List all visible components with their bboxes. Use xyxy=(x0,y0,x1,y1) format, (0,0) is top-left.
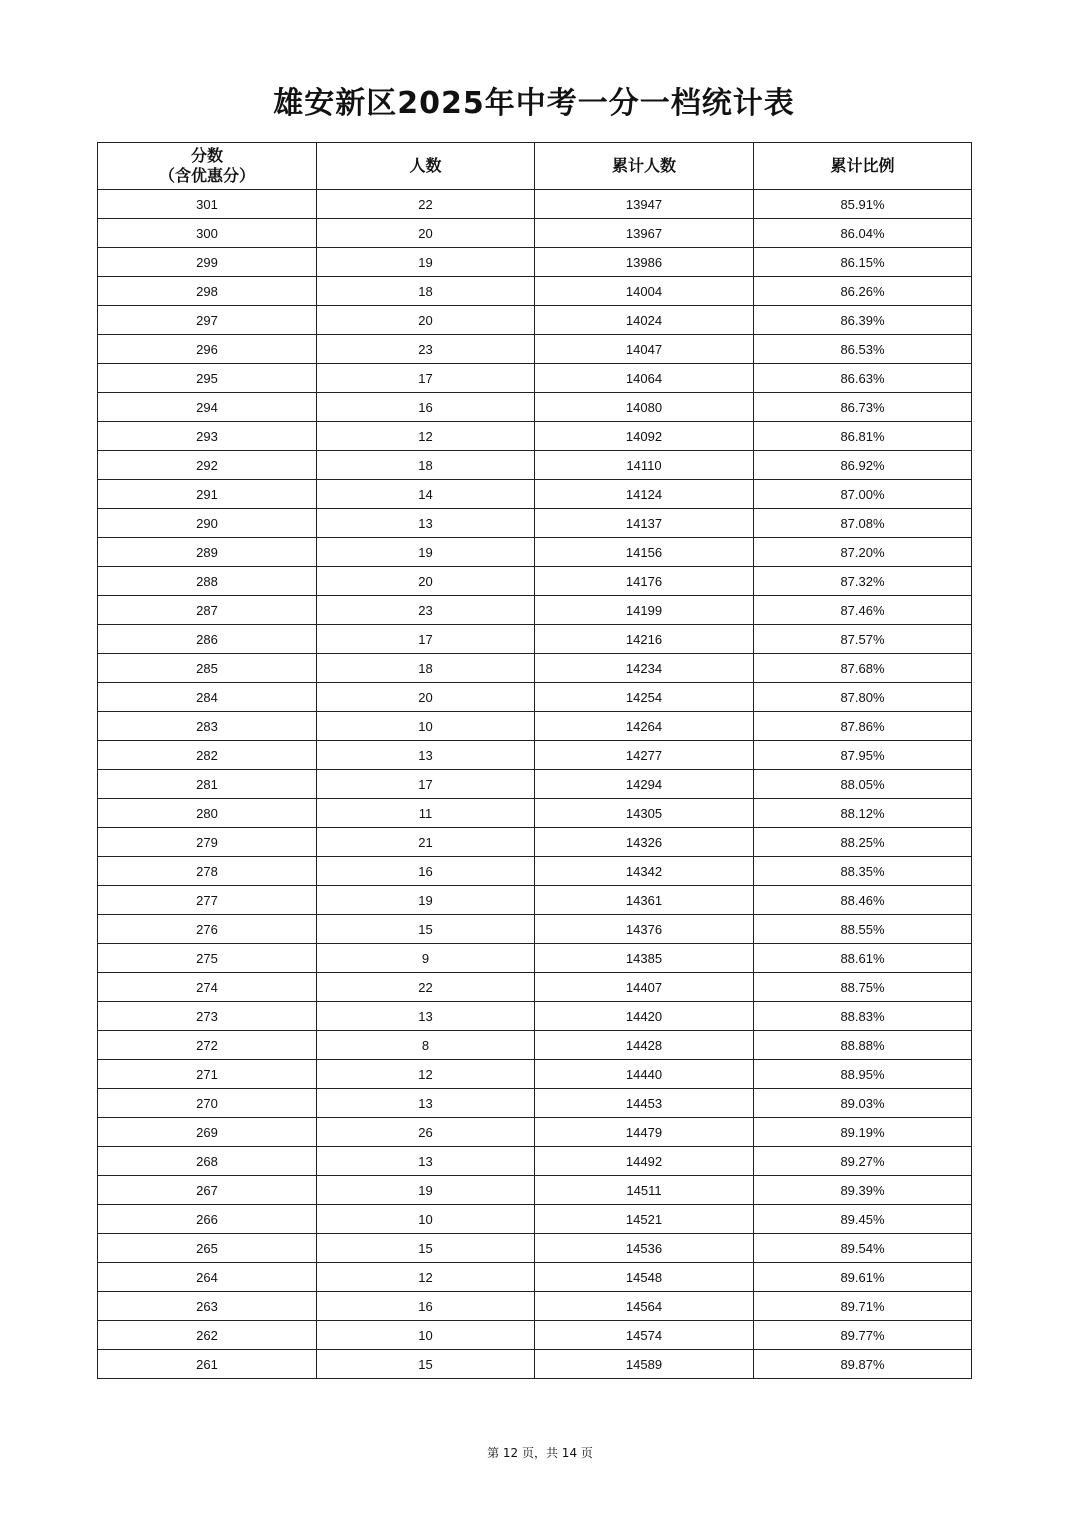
cell-count: 16 xyxy=(317,393,535,422)
cell-cumulative-count: 14277 xyxy=(535,741,754,770)
table-row xyxy=(98,219,972,248)
table-row xyxy=(98,944,972,973)
cell-cumulative-count: 14264 xyxy=(535,712,754,741)
cell-score: 275 xyxy=(98,944,317,973)
cell-score: 278 xyxy=(98,857,317,886)
cell-score: 286 xyxy=(98,625,317,654)
cell-score: 270 xyxy=(98,1089,317,1118)
cell-cumulative-count: 14536 xyxy=(535,1234,754,1263)
table-row xyxy=(98,770,972,799)
cell-count: 9 xyxy=(317,944,535,973)
cell-cumulative-count: 14428 xyxy=(535,1031,754,1060)
cell-cumulative-ratio: 86.81% xyxy=(754,422,972,451)
cell-score: 264 xyxy=(98,1263,317,1292)
header-score xyxy=(98,143,317,190)
cell-score: 299 xyxy=(98,248,317,277)
cell-count: 18 xyxy=(317,451,535,480)
table-row xyxy=(98,1205,972,1234)
cell-cumulative-count: 14342 xyxy=(535,857,754,886)
table-row xyxy=(98,799,972,828)
cell-score: 277 xyxy=(98,886,317,915)
cell-cumulative-ratio: 87.08% xyxy=(754,509,972,538)
cell-score: 291 xyxy=(98,480,317,509)
cell-cumulative-count: 14305 xyxy=(535,799,754,828)
cell-count: 15 xyxy=(317,1234,535,1263)
cell-count: 13 xyxy=(317,509,535,538)
cell-cumulative-count: 14234 xyxy=(535,654,754,683)
cell-cumulative-ratio: 88.05% xyxy=(754,770,972,799)
cell-score: 268 xyxy=(98,1147,317,1176)
cell-score: 288 xyxy=(98,567,317,596)
cell-cumulative-ratio: 86.26% xyxy=(754,277,972,306)
cell-score: 292 xyxy=(98,451,317,480)
cell-cumulative-ratio: 87.00% xyxy=(754,480,972,509)
cell-count: 22 xyxy=(317,973,535,1002)
table-row xyxy=(98,1292,972,1321)
cell-cumulative-count: 14254 xyxy=(535,683,754,712)
cell-score: 301 xyxy=(98,190,317,219)
cell-score: 284 xyxy=(98,683,317,712)
cell-cumulative-count: 14479 xyxy=(535,1118,754,1147)
page-title: 雄安新区2025年中考一分一档统计表 xyxy=(273,86,795,121)
cell-score: 282 xyxy=(98,741,317,770)
cell-count: 17 xyxy=(317,625,535,654)
cell-count: 19 xyxy=(317,1176,535,1205)
table-row xyxy=(98,1234,972,1263)
cell-cumulative-ratio: 88.61% xyxy=(754,944,972,973)
cell-cumulative-ratio: 86.92% xyxy=(754,451,972,480)
cell-count: 20 xyxy=(317,683,535,712)
cell-score: 266 xyxy=(98,1205,317,1234)
cell-cumulative-ratio: 86.39% xyxy=(754,306,972,335)
cell-count: 20 xyxy=(317,567,535,596)
cell-cumulative-count: 14110 xyxy=(535,451,754,480)
cell-cumulative-count: 14548 xyxy=(535,1263,754,1292)
cell-count: 20 xyxy=(317,219,535,248)
cell-cumulative-ratio: 87.80% xyxy=(754,683,972,712)
cell-cumulative-count: 13947 xyxy=(535,190,754,219)
cell-cumulative-count: 14361 xyxy=(535,886,754,915)
header-count: 人数 xyxy=(317,143,535,190)
table-row xyxy=(98,1350,972,1379)
table-row xyxy=(98,567,972,596)
cell-cumulative-count: 14080 xyxy=(535,393,754,422)
cell-cumulative-ratio: 89.61% xyxy=(754,1263,972,1292)
cell-count: 10 xyxy=(317,712,535,741)
cell-cumulative-ratio: 89.54% xyxy=(754,1234,972,1263)
cell-score: 281 xyxy=(98,770,317,799)
table-row xyxy=(98,857,972,886)
cell-cumulative-count: 14004 xyxy=(535,277,754,306)
cell-count: 20 xyxy=(317,306,535,335)
cell-count: 19 xyxy=(317,886,535,915)
cell-count: 18 xyxy=(317,654,535,683)
cell-cumulative-ratio: 87.68% xyxy=(754,654,972,683)
cell-count: 26 xyxy=(317,1118,535,1147)
header-score-label: 分数 xyxy=(190,146,223,165)
table-row xyxy=(98,509,972,538)
cell-cumulative-ratio: 86.53% xyxy=(754,335,972,364)
table-row xyxy=(98,335,972,364)
cell-cumulative-ratio: 87.46% xyxy=(754,596,972,625)
table-header xyxy=(98,143,972,190)
cell-count: 13 xyxy=(317,741,535,770)
table-row xyxy=(98,306,972,335)
table-row xyxy=(98,190,972,219)
cell-cumulative-count: 14511 xyxy=(535,1176,754,1205)
cell-cumulative-count: 14420 xyxy=(535,1002,754,1031)
cell-cumulative-count: 14092 xyxy=(535,422,754,451)
table-row xyxy=(98,741,972,770)
table-body xyxy=(98,190,972,1379)
table-row xyxy=(98,248,972,277)
header-row xyxy=(98,143,972,190)
cell-count: 12 xyxy=(317,422,535,451)
cell-cumulative-count: 14589 xyxy=(535,1350,754,1379)
cell-cumulative-ratio: 87.86% xyxy=(754,712,972,741)
table-row xyxy=(98,596,972,625)
cell-cumulative-ratio: 87.57% xyxy=(754,625,972,654)
cell-cumulative-count: 14124 xyxy=(535,480,754,509)
cell-cumulative-count: 14156 xyxy=(535,538,754,567)
table-row xyxy=(98,915,972,944)
cell-cumulative-ratio: 86.04% xyxy=(754,219,972,248)
table-row xyxy=(98,393,972,422)
cell-cumulative-ratio: 88.55% xyxy=(754,915,972,944)
cell-count: 12 xyxy=(317,1263,535,1292)
cell-cumulative-count: 14137 xyxy=(535,509,754,538)
cell-cumulative-ratio: 87.20% xyxy=(754,538,972,567)
cell-score: 294 xyxy=(98,393,317,422)
cell-score: 263 xyxy=(98,1292,317,1321)
cell-score: 290 xyxy=(98,509,317,538)
cell-cumulative-ratio: 86.15% xyxy=(754,248,972,277)
cell-count: 23 xyxy=(317,596,535,625)
cell-cumulative-count: 13986 xyxy=(535,248,754,277)
cell-cumulative-ratio: 89.19% xyxy=(754,1118,972,1147)
table-row xyxy=(98,886,972,915)
table-row xyxy=(98,1147,972,1176)
cell-count: 14 xyxy=(317,480,535,509)
cell-count: 13 xyxy=(317,1089,535,1118)
table-row xyxy=(98,538,972,567)
cell-score: 262 xyxy=(98,1321,317,1350)
cell-score: 267 xyxy=(98,1176,317,1205)
table-row xyxy=(98,364,972,393)
cell-count: 10 xyxy=(317,1321,535,1350)
cell-count: 13 xyxy=(317,1002,535,1031)
cell-count: 19 xyxy=(317,248,535,277)
cell-cumulative-ratio: 88.25% xyxy=(754,828,972,857)
cell-cumulative-ratio: 89.71% xyxy=(754,1292,972,1321)
cell-count: 17 xyxy=(317,770,535,799)
table-row xyxy=(98,683,972,712)
cell-count: 17 xyxy=(317,364,535,393)
cell-cumulative-ratio: 89.77% xyxy=(754,1321,972,1350)
cell-cumulative-ratio: 88.46% xyxy=(754,886,972,915)
table-row xyxy=(98,277,972,306)
table-row xyxy=(98,712,972,741)
cell-cumulative-ratio: 89.87% xyxy=(754,1350,972,1379)
cell-score: 269 xyxy=(98,1118,317,1147)
table-row xyxy=(98,973,972,1002)
cell-cumulative-count: 14064 xyxy=(535,364,754,393)
table-row xyxy=(98,1031,972,1060)
cell-cumulative-count: 14176 xyxy=(535,567,754,596)
cell-cumulative-count: 14453 xyxy=(535,1089,754,1118)
table-row xyxy=(98,1089,972,1118)
cell-count: 19 xyxy=(317,538,535,567)
cell-count: 15 xyxy=(317,1350,535,1379)
cell-score: 296 xyxy=(98,335,317,364)
cell-score: 283 xyxy=(98,712,317,741)
table-row xyxy=(98,1263,972,1292)
cell-cumulative-count: 14440 xyxy=(535,1060,754,1089)
cell-count: 15 xyxy=(317,915,535,944)
table-row xyxy=(98,828,972,857)
cell-score: 297 xyxy=(98,306,317,335)
cell-cumulative-count: 13967 xyxy=(535,219,754,248)
cell-score: 272 xyxy=(98,1031,317,1060)
cell-score: 261 xyxy=(98,1350,317,1379)
table-row xyxy=(98,625,972,654)
header-cumulative-count: 累计人数 xyxy=(535,143,754,190)
cell-cumulative-count: 14574 xyxy=(535,1321,754,1350)
cell-cumulative-ratio: 87.95% xyxy=(754,741,972,770)
cell-count: 8 xyxy=(317,1031,535,1060)
cell-cumulative-ratio: 88.88% xyxy=(754,1031,972,1060)
cell-score: 287 xyxy=(98,596,317,625)
score-distribution-table xyxy=(97,142,972,1379)
cell-score: 265 xyxy=(98,1234,317,1263)
cell-count: 12 xyxy=(317,1060,535,1089)
cell-count: 16 xyxy=(317,857,535,886)
cell-cumulative-ratio: 88.75% xyxy=(754,973,972,1002)
table-row xyxy=(98,1321,972,1350)
cell-cumulative-ratio: 88.12% xyxy=(754,799,972,828)
table-row xyxy=(98,451,972,480)
header-score-note: （含优惠分） xyxy=(158,166,255,185)
table-row xyxy=(98,654,972,683)
cell-score: 289 xyxy=(98,538,317,567)
cell-cumulative-ratio: 86.63% xyxy=(754,364,972,393)
cell-cumulative-count: 14385 xyxy=(535,944,754,973)
header-cumulative-ratio: 累计比例 xyxy=(754,143,972,190)
cell-score: 285 xyxy=(98,654,317,683)
cell-count: 10 xyxy=(317,1205,535,1234)
cell-count: 11 xyxy=(317,799,535,828)
table-row xyxy=(98,1060,972,1089)
cell-cumulative-count: 14294 xyxy=(535,770,754,799)
cell-score: 280 xyxy=(98,799,317,828)
cell-cumulative-ratio: 89.45% xyxy=(754,1205,972,1234)
cell-cumulative-ratio: 89.39% xyxy=(754,1176,972,1205)
cell-cumulative-count: 14047 xyxy=(535,335,754,364)
cell-cumulative-count: 14407 xyxy=(535,973,754,1002)
cell-score: 295 xyxy=(98,364,317,393)
table-row xyxy=(98,1118,972,1147)
table-row xyxy=(98,1002,972,1031)
cell-score: 298 xyxy=(98,277,317,306)
cell-cumulative-ratio: 88.83% xyxy=(754,1002,972,1031)
table-row xyxy=(98,422,972,451)
cell-cumulative-count: 14199 xyxy=(535,596,754,625)
cell-count: 18 xyxy=(317,277,535,306)
cell-cumulative-count: 14521 xyxy=(535,1205,754,1234)
cell-cumulative-ratio: 87.32% xyxy=(754,567,972,596)
cell-score: 274 xyxy=(98,973,317,1002)
table-row xyxy=(98,480,972,509)
cell-cumulative-count: 14564 xyxy=(535,1292,754,1321)
cell-count: 22 xyxy=(317,190,535,219)
cell-score: 293 xyxy=(98,422,317,451)
cell-cumulative-count: 14492 xyxy=(535,1147,754,1176)
cell-cumulative-count: 14024 xyxy=(535,306,754,335)
cell-cumulative-ratio: 85.91% xyxy=(754,190,972,219)
cell-count: 13 xyxy=(317,1147,535,1176)
cell-cumulative-ratio: 88.35% xyxy=(754,857,972,886)
cell-cumulative-ratio: 86.73% xyxy=(754,393,972,422)
cell-cumulative-count: 14216 xyxy=(535,625,754,654)
cell-cumulative-ratio: 89.27% xyxy=(754,1147,972,1176)
table-row xyxy=(98,1176,972,1205)
cell-count: 21 xyxy=(317,828,535,857)
cell-score: 276 xyxy=(98,915,317,944)
page-footer: 第 12 页，共 14 页 xyxy=(487,1446,593,1460)
cell-score: 300 xyxy=(98,219,317,248)
cell-count: 16 xyxy=(317,1292,535,1321)
cell-cumulative-ratio: 88.95% xyxy=(754,1060,972,1089)
cell-score: 271 xyxy=(98,1060,317,1089)
cell-count: 23 xyxy=(317,335,535,364)
cell-score: 273 xyxy=(98,1002,317,1031)
cell-cumulative-count: 14376 xyxy=(535,915,754,944)
cell-cumulative-ratio: 89.03% xyxy=(754,1089,972,1118)
cell-score: 279 xyxy=(98,828,317,857)
cell-cumulative-count: 14326 xyxy=(535,828,754,857)
